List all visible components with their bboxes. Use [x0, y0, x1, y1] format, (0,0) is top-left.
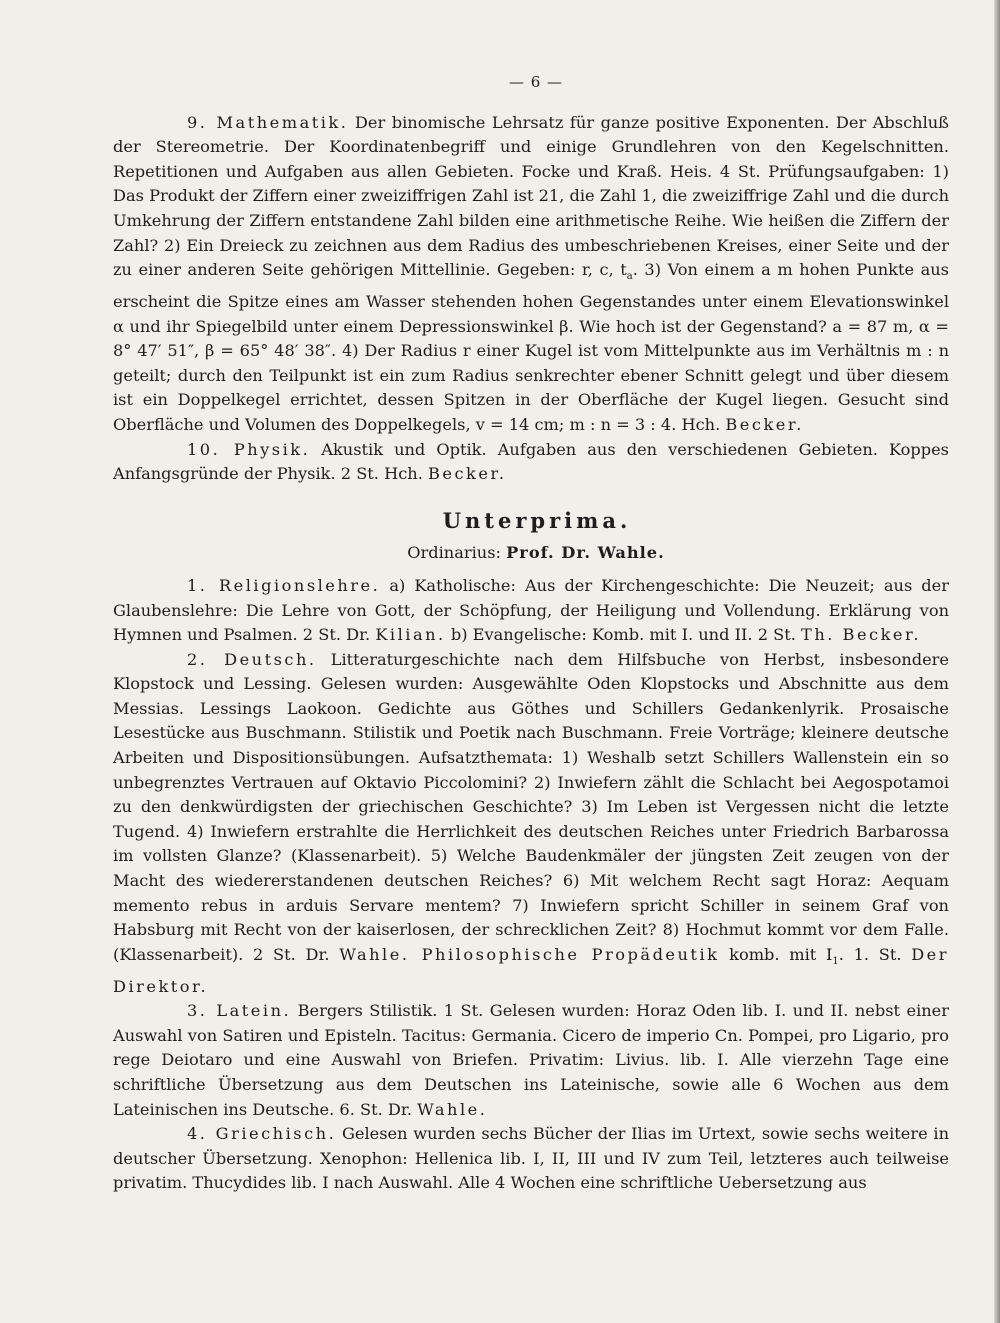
ordinarius-line: Ordinarius: Prof. Dr. Wahle.	[407, 543, 665, 563]
teacher-name: Wahle.	[417, 1099, 488, 1119]
teacher-name: Kilian.	[375, 625, 446, 645]
paragraph-physik: 10. Physik. Akustik und Optik. Aufgaben aus den verschiedenen Gebieten. Koppes Anfangsgründe der Physik. 2 St. Hch. Becker.	[113, 439, 949, 484]
subject-heading: Philosophische Propädeutik	[409, 944, 720, 964]
page-edge-shadow	[994, 0, 1000, 1323]
teacher-name: Th. Becker.	[801, 625, 922, 645]
subject-heading: 3. Latein.	[187, 1001, 292, 1021]
teacher-name: Becker.	[428, 464, 507, 484]
paragraph-latein: 3. Latein. Bergers Stilistik. 1 St. Gelesen wurden: Horaz Oden lib. I. und II. nebst einer Auswahl von Satiren und Episteln. Tacitus: Germania. Cicero de imperio Cn. Pompei, pro Ligario, pro rege Deiotaro und eine Auswahl von Briefen. Privatim: Livius. lib. I. Alle vierzehn Tage eine schriftliche Übersetzung aus dem Deutschen ins Lateinische, sowie alle 6 Wochen aus dem Lateinischen ins Deutsche. 6. St. Dr. Wahle.	[113, 1001, 949, 1119]
section-title: Unterprima.	[442, 507, 632, 533]
teacher-name: Der Direktor.	[113, 944, 949, 996]
paragraph-mathematik: 9. Mathematik. Der binomische Lehrsatz für ganze positive Exponenten. Der Abschluß der Stereometrie. Der Koordinatenbegriff und einige Grundlehren von den Kegelschnitten. Repetitionen und Aufgaben aus allen Gebieten. Focke und Kraß. Heis. 4 St. Prüfungsaufgaben: 1) Das Produkt der Ziffern einer zweiziffrigen Zahl ist 21, die Zahl 1, die zweiziffrige Zahl und die durch Umkehrung der Ziffern entstandene Zahl bilden eine arithmetische Reihe. Wie heißen die Ziffern der Zahl? 2) Ein Dreieck zu zeichnen aus dem Radius des umbeschriebenen Kreises, einer Seite und der zu einer anderen Seite gehörigen Mittellinie. Gegeben: r, c, $t_a$. 3) Von einem a m hohen Punkte aus erscheint die Spitze eines am Wasser stehenden hohen Gegenstandes unter einem Elevationswinkel α und ihr Spiegelbild unter einem Depressionswinkel β. Wie hoch ist der Gegenstand? a = 87 m, α = 8° 47′ 51″, β = 65° 48′ 38″. 4) Der Radius r einer Kugel ist vom Mittelpunkte aus im Verhältnis m : n geteilt; durch den Teilpunkt ist ein zum Radius senkrechter ebener Schnitt gelegt und über diesem ist ein Doppelkegel errichtet, dessen Spitzen in der Oberfläche der Kugel liegen. Gesucht sind Oberfläche und Volumen des Doppelkegels, v = 14 cm; m : n = 3 : 4. Hch. Becker.	[113, 112, 949, 434]
paragraph-griechisch: 4. Griechisch. Gelesen wurden sechs Bücher der Ilias im Urtext, sowie sechs weitere in deutscher Übersetzung. Xenophon: Hellenica lib. I, II, III und IV zum Teil, letzteres auch teilweise privatim. Thucydides lib. I nach Auswahl. Alle 4 Wochen eine schriftliche Uebersetzung aus	[113, 1124, 950, 1193]
subject-heading: 2. Deutsch.	[187, 649, 317, 669]
subject-heading: 4. Griechisch.	[187, 1124, 337, 1144]
paragraph-religion: 1. Religionslehre. a) Katholische: Aus der Kirchengeschichte: Die Neuzeit; aus der Glaubenslehre: Die Lehre von Gott, der Schöpfung, der Heiligung und Vollendung. Erklärung von Hymnen und Psalmen. 2 St. Dr. Kilian. b) Evangelische: Komb. mit I. und II. 2 St. Th. Becker.	[113, 575, 949, 645]
subject-heading: 1. Religionslehre.	[187, 575, 381, 595]
ordinarius-name: Prof. Dr. Wahle.	[506, 543, 665, 563]
paragraph-deutsch: 2. Deutsch. Litteraturgeschichte nach dem Hilfsbuche von Herbst, insbesondere Klopstock und Lessing. Gelesen wurden: Ausgewählte Oden Klopstocks und Abschnitte aus dem Messias. Lessings Laokoon. Gedichte aus Göthes und Schillers Gedankenlyrik. Prosaische Lesestücke aus Buschmann. Stilistik und Poetik nach Buschmann. Freie Vorträge; kleinere deutsche Arbeiten und Dispositionsübungen. Aufsatzthemata: 1) Weshalb setzt Schillers Wallenstein ein so unbegrenztes Vertrauen auf Oktavio Piccolomini? 2) Inwiefern zählt die Schlacht bei Aegospotamoi zu den denkwürdigsten der griechischen Geschichte? 3) Im Leben ist Vergessen nicht die letzte Tugend. 4) Inwiefern erstrahlte die Herrlichkeit des deutschen Reiches unter Friedrich Barbarossa im vollsten Glanze? (Klassenarbeit). 5) Welche Baudenkmäler der jüngsten Zeit zeugen von der Macht des wiedererstandenen deutschen Reiches? 6) Mit welchem Recht sagt Horaz: Aequam memento rebus in arduis Servare mentem? 7) Inwiefern spricht Schiller in seinem Graf von Habsburg mit Recht von der kaiserlosen, der schrecklichen Zeit? 8) Hochmut kommt vor dem Falle. (Klassenarbeit). 2 St. Dr. Wahle. Philosophische Propädeutik komb. mit $I_1$. 1. St. Der Direktor.	[113, 649, 950, 996]
page-number: — 6 —	[508, 73, 564, 91]
teacher-name: Becker.	[725, 414, 804, 434]
document-body	[113, 70, 949, 1196]
subject-heading: 9. Mathematik.	[187, 112, 349, 132]
teacher-name: Wahle.	[339, 944, 410, 964]
subject-heading: 10. Physik.	[187, 439, 311, 459]
